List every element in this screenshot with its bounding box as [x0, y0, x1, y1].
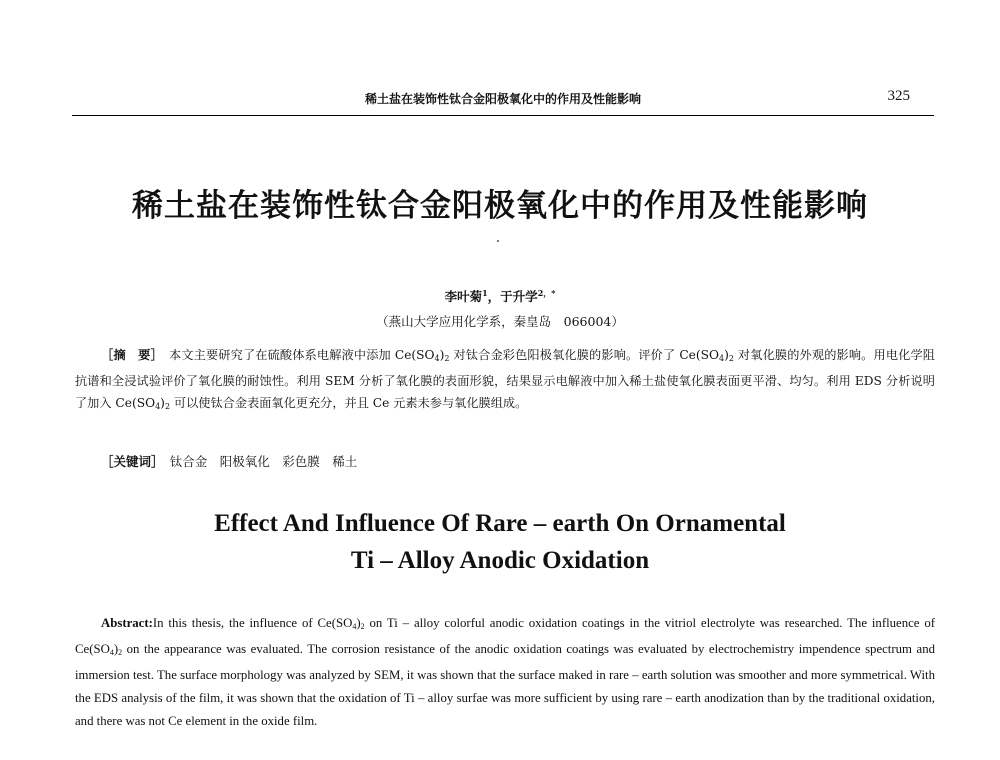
running-head-title: 稀土盐在装饰性钛合金阳极氧化中的作用及性能影响 — [364, 92, 641, 106]
subscript: 4 — [718, 354, 725, 363]
page-number: 325 — [887, 88, 910, 104]
abstract-en-text: ) — [356, 616, 361, 630]
abstract-cn-text: 可以使钛合金表面氧化更充分，并且 Ce 元素未参与氧化膜组成。 — [170, 396, 528, 410]
affiliation-mark: 1 — [482, 287, 488, 298]
paper-title-en — [0, 505, 1000, 579]
abstract-en-text: on the appearance was evaluated. The corrosion resistance of the anodic oxidation coatings was evaluated by electrochemistry impendence spectrum and immersion test. The surface morphology was analyzed by SEM, it was shown that the surface maked in rare – earth solution was smoother and more symmetrical. With the EDS analysis of the film, it was shown that the oxidation of Ti – alloy surfae was more sufficient by using rare – earth anodization than by the traditional oxidation, and there was not Ce element in the oxide film. — [75, 642, 935, 728]
abstract-cn-text: 对钛合金彩色阳极氧化膜的影响。评价了 Ce(SO — [449, 348, 719, 362]
keywords-cn-items: 钛合金 阳极氧化 彩色膜 稀土 — [169, 454, 358, 469]
paper-title-en-line: Ti – Alloy Anodic Oxidation — [350, 547, 650, 574]
subscript: 4 — [434, 354, 440, 363]
subscript: 2 — [728, 354, 734, 363]
abstract-cn — [75, 344, 935, 418]
affiliation-mark: 2，* — [537, 287, 556, 298]
author-name: 于升学 — [500, 289, 538, 304]
decorative-dot — [497, 240, 499, 242]
subscript: 2 — [444, 354, 450, 363]
abstract-cn-text: 本文主要研究了在硫酸体系电解液中添加 Ce(SO — [169, 348, 435, 362]
authors — [0, 287, 1000, 305]
author-name: 李叶菊 — [444, 289, 483, 304]
subscript: 4 — [155, 402, 161, 411]
abstract-cn-label: ［摘 要］ — [101, 348, 157, 362]
paper-title-en-line: Effect And Influence Of Rare – earth On Ornamental — [214, 510, 786, 537]
subscript: 2 — [164, 402, 171, 411]
abstract-en — [75, 612, 935, 733]
abstract-en-label: Abstract: — [101, 616, 153, 630]
header-rule — [72, 115, 934, 116]
subscript: 2 — [118, 648, 123, 657]
keywords-cn — [101, 452, 357, 470]
abstract-en-text: In this thesis, the influence of Ce(SO — [152, 616, 353, 630]
abstract-cn-text: ) — [439, 348, 445, 362]
subscript: 2 — [360, 622, 365, 631]
author-separator: ， — [487, 289, 501, 304]
running-head — [72, 90, 934, 114]
affiliation: （燕山大学应用化学系，秦皇岛 066004） — [376, 314, 624, 329]
subscript: 4 — [352, 622, 357, 631]
abstract-en-text: ) — [113, 642, 119, 656]
keywords-cn-label: ［关键词］ — [101, 454, 158, 469]
subscript: 4 — [109, 648, 114, 657]
abstract-cn-text: ) — [724, 348, 729, 362]
abstract-cn-text: 对氧化膜的外观的影响。用电化学阻抗谱和全浸试验评价了氧化膜的耐蚀性。利用 SEM 分析了氧化膜的表面形貌，结果显示电解液中加入稀土盐使氧化膜表面更平滑、均匀。利用 EDS 分析说明了加入 Ce(SO — [75, 348, 935, 410]
abstract-cn-text: ) — [160, 396, 165, 410]
abstract-en-text: on Ti – alloy colorful anodic oxidation coatings in the vitriol electrolyte was researched. The influence of Ce(SO — [75, 616, 935, 656]
paper-title-cn: 稀土盐在装饰性钛合金阳极氧化中的作用及性能影响 — [132, 188, 868, 224]
